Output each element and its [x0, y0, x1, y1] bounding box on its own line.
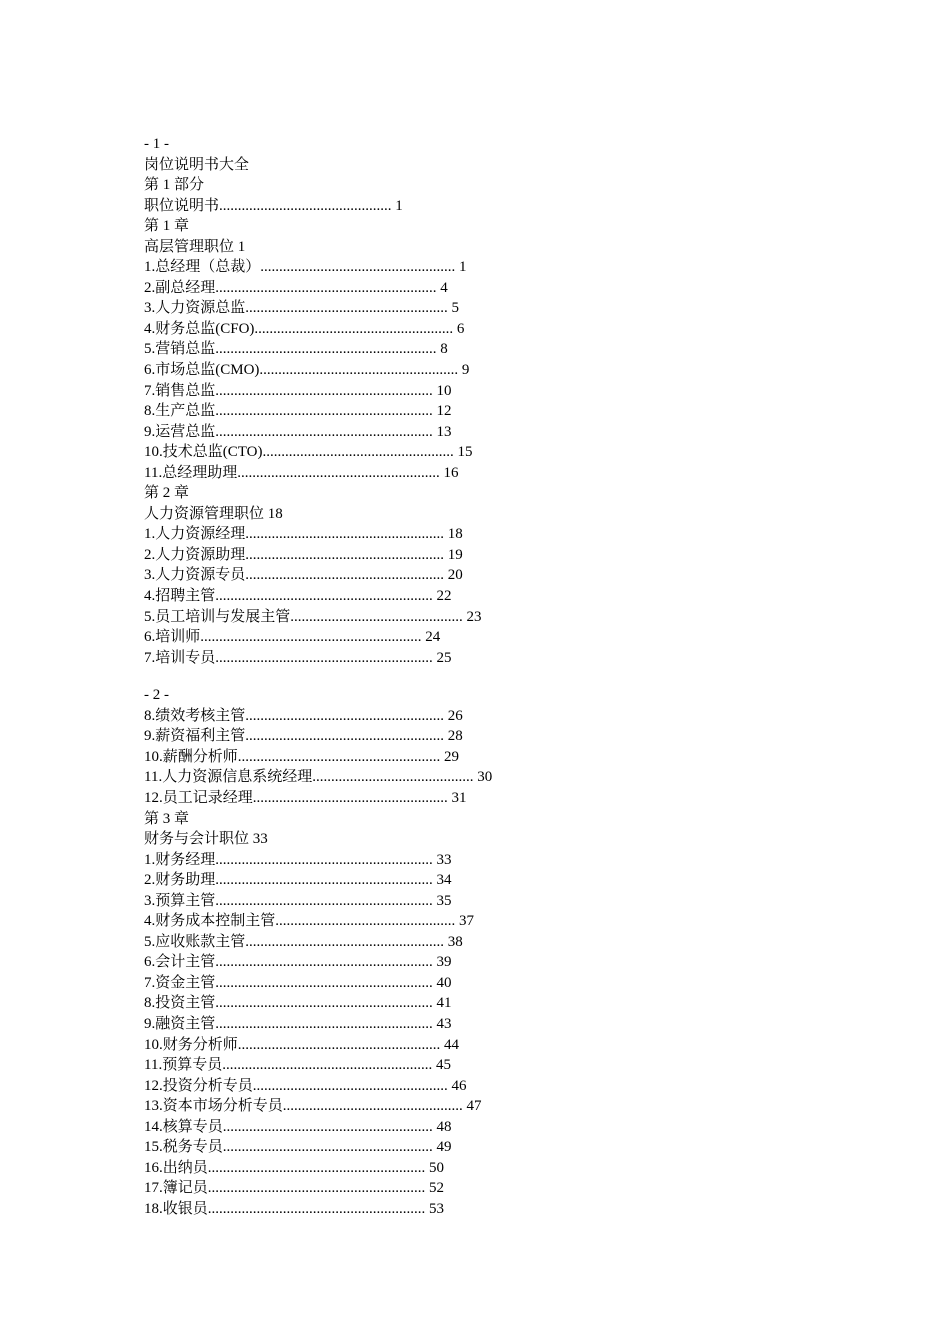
toc-entry: 13.资本市场分析专员................................................ 47 [144, 1098, 482, 1115]
toc-entry: 10.薪酬分析师...................................................... 29 [144, 748, 460, 765]
toc-entry: 10.技术总监(CTO)................................................... 15 [144, 444, 473, 461]
page-marker: - 2 - [144, 687, 169, 704]
page-marker: - 1 - [144, 136, 169, 152]
toc-entry: 2.人力资源助理..................................................... 19 [144, 546, 463, 563]
toc-entry: 职位说明书.............................................. 1 [144, 197, 403, 214]
toc-entry: 2.副总经理........................................................... 4 [144, 279, 448, 296]
toc-entry: 9.薪资福利主管..................................................... 28 [144, 728, 463, 745]
toc-entry: 9.融资主管.......................................................... 43 [144, 1015, 452, 1032]
toc-entry: 11.预算专员........................................................ 45 [144, 1057, 451, 1074]
toc-entry: 5.营销总监........................................................... 8 [144, 341, 448, 358]
toc-entry: 18.收银员.......................................................... 53 [144, 1200, 445, 1217]
toc-entry: 17.簿记员.......................................................... 52 [144, 1180, 445, 1197]
toc-entry: 1.人力资源经理..................................................... 18 [144, 526, 463, 543]
toc-entry: 11.人力资源信息系统经理........................................... 30 [144, 769, 493, 786]
toc-entry: 6.市场总监(CMO)..................................................... 9 [144, 362, 470, 379]
chapter-title: 财务与会计职位 33 [144, 831, 268, 848]
toc-entry: 10.财务分析师...................................................... 44 [144, 1036, 460, 1053]
toc-entry: 5.员工培训与发展主管.............................................. 23 [144, 608, 482, 625]
toc-entry: 6.培训师........................................................... 24 [144, 629, 441, 646]
toc-entry: 1.财务经理.......................................................... 33 [144, 851, 452, 868]
toc-entry: 7.资金主管.......................................................... 40 [144, 974, 452, 991]
page-break [144, 668, 844, 685]
toc-entry: 11.总经理助理...................................................... 16 [144, 464, 459, 481]
toc-entry: 9.运营总监.......................................................... 13 [144, 423, 452, 440]
document-title: 岗位说明书大全 [144, 156, 250, 173]
part-heading: 第 1 部分 [144, 177, 205, 194]
chapter-heading: 第 3 章 [144, 810, 190, 827]
toc-entry: 15.税务专员........................................................ 49 [144, 1139, 452, 1156]
toc-entry: 3.人力资源专员..................................................... 20 [144, 567, 463, 584]
toc-entry: 2.财务助理.......................................................... 34 [144, 872, 452, 889]
toc-entry: 5.应收账款主管..................................................... 38 [144, 933, 463, 950]
toc-entry: 6.会计主管.......................................................... 39 [144, 954, 452, 971]
toc-entry: 4.财务成本控制主管................................................ 37 [144, 913, 475, 930]
toc-entry: 7.销售总监.......................................................... 10 [144, 382, 452, 399]
document-page [144, 134, 844, 1219]
chapter-heading: 第 2 章 [144, 485, 190, 502]
chapter-title: 高层管理职位 1 [144, 238, 246, 255]
chapter-heading: 第 1 章 [144, 218, 190, 235]
toc-entry: 16.出纳员.......................................................... 50 [144, 1159, 445, 1176]
toc-entry: 14.核算专员........................................................ 48 [144, 1118, 452, 1135]
toc-entry: 4.招聘主管.......................................................... 22 [144, 588, 452, 605]
toc-entry: 8.生产总监.......................................................... 12 [144, 403, 452, 420]
toc-entry: 12.员工记录经理.................................................... 31 [144, 789, 467, 806]
toc-entry: 4.财务总监(CFO)..................................................... 6 [144, 320, 465, 337]
toc-entry: 1.总经理（总裁）.................................................... 1 [144, 259, 467, 276]
chapter-title: 人力资源管理职位 18 [144, 505, 283, 522]
toc-entry: 8.投资主管.......................................................... 41 [144, 995, 452, 1012]
toc-entry: 3.预算主管.......................................................... 35 [144, 892, 452, 909]
toc-entry: 3.人力资源总监...................................................... 5 [144, 300, 460, 317]
toc-entry: 12.投资分析专员.................................................... 46 [144, 1077, 467, 1094]
toc-entry: 7.培训专员.......................................................... 25 [144, 649, 452, 666]
toc-entry: 8.绩效考核主管..................................................... 26 [144, 707, 463, 724]
